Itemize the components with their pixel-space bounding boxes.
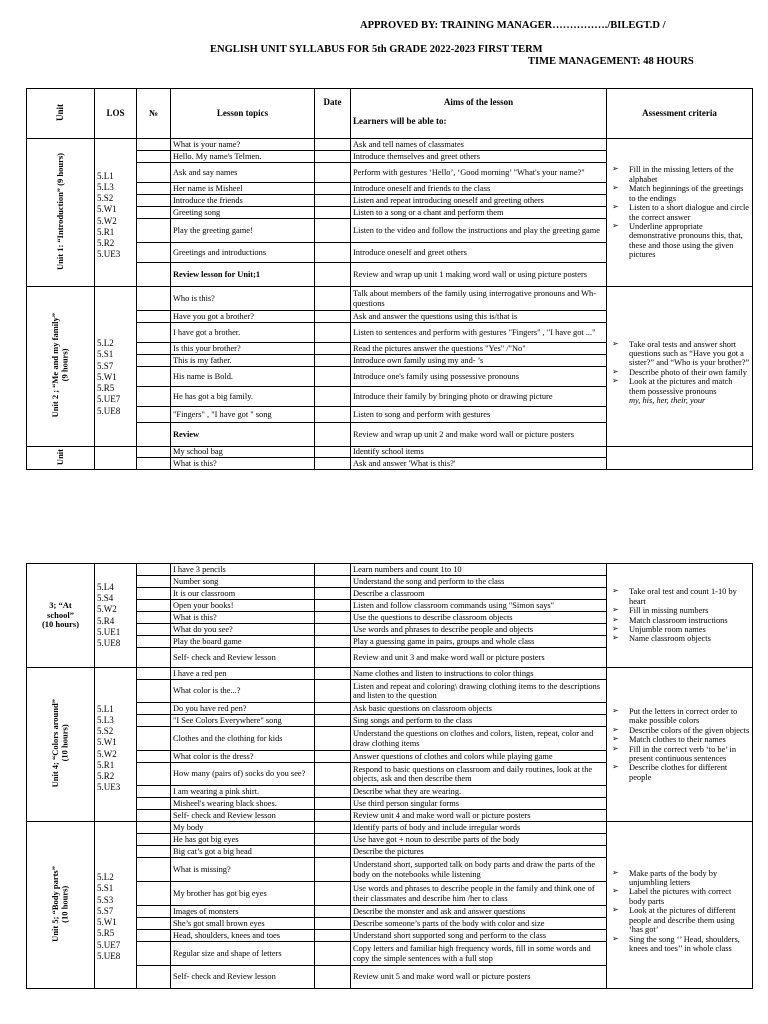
los-code: 5.L3 <box>97 714 114 725</box>
lesson-number <box>137 163 171 183</box>
lesson-topic: Who is this? <box>171 287 315 311</box>
lesson-aim: Understand the song and perform to the class <box>351 576 607 588</box>
los-code: 5.UE8 <box>97 405 121 416</box>
unit-name: Unit 5; “Body parts” (10 hours) <box>27 822 95 989</box>
lesson-number <box>137 846 171 858</box>
los-code: 5.W1 <box>97 204 117 215</box>
lesson-aim: Understand short, supported talk on body parts and draw the parts of the body on the notebooks while listening <box>351 858 607 882</box>
los-code: 5.UE7 <box>97 394 121 405</box>
assessment-item: ➢ Fill in missing numbers <box>609 606 750 615</box>
lesson-topic: Play the board game <box>171 636 315 648</box>
lesson-number <box>137 323 171 343</box>
los-code: 5.W1 <box>97 371 117 382</box>
lesson-aim: Describe the monster and ask and answer questions <box>351 906 607 918</box>
syllabus-table-1 <box>26 88 753 470</box>
los-code: 5.S2 <box>97 193 114 203</box>
lesson-topic: Misheel's wearing black shoes. <box>171 798 315 810</box>
lesson-aim: Use the questions to describe classroom objects <box>351 612 607 624</box>
los-codes <box>95 287 137 447</box>
lesson-aim: Review and unit 3 and make word wall or picture posters <box>351 648 607 668</box>
lesson-aim: Name clothes and listen to instructions to color things <box>351 668 607 680</box>
lesson-topic: My brother has got big eyes <box>171 882 315 906</box>
lesson-aim: Introduce their family by bringing photo or drawing picture <box>351 387 607 407</box>
lesson-aim: Perform with gestures ‘Hello’, ‘Good morning’ "What's your name?" <box>351 163 607 183</box>
los-code: 5.UE8 <box>97 638 121 648</box>
assessment-criteria <box>607 822 753 989</box>
assessment-criteria <box>607 668 753 822</box>
lesson-aim: Listen to song and perform with gestures <box>351 407 607 423</box>
lesson-number <box>137 139 171 151</box>
lesson-topic: Regular size and shape of letters <box>171 942 315 966</box>
lesson-topic: "Fingers" , "I have got " song <box>171 407 315 423</box>
lesson-row <box>27 822 753 834</box>
lesson-number <box>137 183 171 195</box>
lesson-number <box>137 668 171 680</box>
unit-3-section <box>27 564 753 668</box>
assessment-item: ➢ Listen to a short dialogue and circle the correct answer <box>609 203 750 222</box>
lesson-topic: He has got big eyes <box>171 834 315 846</box>
lesson-topic: I have got a brother. <box>171 323 315 343</box>
lesson-row <box>27 139 753 151</box>
assessment-item: ➢ Take oral tests and answer short questions such as “Have you got a sister?” and “Who is your brother?” <box>609 340 750 368</box>
los-code: 5.W1 <box>97 917 117 927</box>
los-code: 5.UE3 <box>97 782 121 793</box>
lesson-aim: Ask and tell names of classmates <box>351 139 607 151</box>
lesson-number <box>137 858 171 882</box>
lesson-number <box>137 447 171 458</box>
lesson-date <box>315 612 351 624</box>
lesson-date <box>315 600 351 612</box>
lesson-number <box>137 942 171 966</box>
lesson-aim: Listen to the video and follow the instructions and play the greeting game <box>351 219 607 243</box>
lesson-topic: Clothes and the clothing for kids <box>171 727 315 751</box>
los-code: 5.S3 <box>97 894 114 905</box>
lesson-aim: Describe what they are wearing. <box>351 786 607 798</box>
los-code: 5.R1 <box>97 759 115 770</box>
lesson-number <box>137 311 171 323</box>
lesson-date <box>315 243 351 263</box>
lesson-aim: Ask and answer the questions using this is/that is <box>351 311 607 323</box>
los-code: 5.L2 <box>97 872 114 882</box>
lesson-number <box>137 882 171 906</box>
lesson-date <box>315 680 351 703</box>
los-code: 5.UE1 <box>97 626 121 637</box>
lesson-row <box>27 564 753 576</box>
lesson-topic: How many (pairs of) socks do you see? <box>171 763 315 786</box>
lesson-date <box>315 355 351 367</box>
lesson-aim: Use have got + noun to describe parts of the body <box>351 834 607 846</box>
lesson-number <box>137 822 171 834</box>
lesson-number <box>137 243 171 263</box>
lesson-row <box>27 668 753 680</box>
lesson-aim: Listen to a song or a chant and perform them <box>351 207 607 219</box>
lesson-topic: What color is the...? <box>171 680 315 703</box>
lesson-number <box>137 930 171 942</box>
los-code: 5.S2 <box>97 726 114 736</box>
lesson-date <box>315 942 351 966</box>
lesson-date <box>315 751 351 763</box>
lesson-topic: What is your name? <box>171 139 315 151</box>
lesson-aim: Listen and repeat introducing oneself and greeting others <box>351 195 607 207</box>
assessment-criteria <box>607 564 753 668</box>
lesson-aim: Describe someone’s parts of the body with color and size <box>351 918 607 930</box>
syllabus-title: ENGLISH UNIT SYLLABUS FOR 5th GRADE 2022-2023 FIRST TERM <box>210 44 543 55</box>
lesson-number <box>137 906 171 918</box>
lesson-number <box>137 727 171 751</box>
lesson-number <box>137 387 171 407</box>
lesson-aim: Understand the questions on clothes and colors, listen, repeat, color and draw clothing items <box>351 727 607 751</box>
assessment-item: ➢ Name classroom objects <box>609 634 750 643</box>
los-code: 5.L1 <box>97 170 114 181</box>
lesson-date <box>315 407 351 423</box>
unit-name: Unit 2 ; “Me and my family” (9 hours) <box>27 287 95 447</box>
lesson-number <box>137 834 171 846</box>
lesson-row <box>27 287 753 311</box>
lesson-topic: Greeting song <box>171 207 315 219</box>
lesson-aim: Use third person singular forms <box>351 798 607 810</box>
lesson-topic: Hello. My name's Telmen. <box>171 151 315 163</box>
lesson-aim: Review and wrap up unit 2 and make word wall or picture posters <box>351 423 607 447</box>
lesson-number <box>137 151 171 163</box>
assessment-item: ➢ Describe colors of the given objects <box>609 726 750 735</box>
los-code: 5.S7 <box>97 905 114 916</box>
lesson-date <box>315 846 351 858</box>
lesson-topic: Review lesson for Unit;1 <box>171 263 315 287</box>
lesson-number <box>137 636 171 648</box>
lesson-number <box>137 918 171 930</box>
assessment-criteria <box>607 287 753 447</box>
lesson-aim: Use words and phrases to describe people and objects <box>351 624 607 636</box>
lesson-date <box>315 367 351 387</box>
column-header-aims: Aims of the lesson Learners will be able to: <box>351 89 607 139</box>
assessment-item: ➢ Label the pictures with correct body parts <box>609 887 750 906</box>
lesson-aim: Sing songs and perform to the class <box>351 715 607 727</box>
los-code: 5.L3 <box>97 181 114 192</box>
lesson-date <box>315 183 351 195</box>
los-code: 5.W2 <box>97 604 117 615</box>
lesson-number <box>137 810 171 822</box>
assessment-item: ➢ Fill in the missing letters of the alphabet <box>609 165 750 184</box>
lesson-number <box>137 355 171 367</box>
syllabus-table-2 <box>26 563 753 989</box>
los-code: 5.R1 <box>97 226 115 237</box>
los-code: 5.L1 <box>97 703 114 714</box>
lesson-aim: Review and wrap up unit 1 making word wall or using picture posters <box>351 263 607 287</box>
lesson-aim: Use words and phrases to describe people in the family and think one of their classmates and describe him /her to class <box>351 882 607 906</box>
los-codes <box>95 139 137 287</box>
lesson-date <box>315 918 351 930</box>
lesson-topic: Her name is Misheel <box>171 183 315 195</box>
table-header-row <box>27 89 753 139</box>
lesson-date <box>315 930 351 942</box>
assessment-item: ➢ Take oral test and count 1-10 by heart <box>609 587 750 606</box>
lesson-date <box>315 727 351 751</box>
lesson-topic: Review <box>171 423 315 447</box>
column-header-date: Date <box>315 89 351 139</box>
lesson-topic: His name is Bold. <box>171 367 315 387</box>
lesson-number <box>137 407 171 423</box>
column-header-no: № <box>137 89 171 139</box>
column-header-los: LOS <box>95 89 137 139</box>
unit-1-section <box>27 139 753 287</box>
lesson-number <box>137 263 171 287</box>
lesson-topic: Do you have red pen? <box>171 703 315 715</box>
unit-name: Unit 1: “Introduction” (9 hours) <box>27 139 95 287</box>
los-code: 5.R2 <box>97 771 115 781</box>
unit-2-section <box>27 287 753 447</box>
lesson-date <box>315 763 351 786</box>
lesson-date <box>315 834 351 846</box>
lesson-date <box>315 715 351 727</box>
lesson-aim: Introduce own family using my and- ’s <box>351 355 607 367</box>
lesson-date <box>315 798 351 810</box>
unit-name: Unit 4; “Colors around” (10 hours) <box>27 668 95 822</box>
los-codes <box>95 668 137 822</box>
los-code: 5.UE8 <box>97 950 121 961</box>
lesson-date <box>315 423 351 447</box>
lesson-topic: What color is the dress? <box>171 751 315 763</box>
lesson-date <box>315 458 351 470</box>
lesson-aim: Review unit 4 and make word wall or picture posters <box>351 810 607 822</box>
assessment-item: ➢ Unjumble room names <box>609 625 750 634</box>
lesson-topic: This is my father. <box>171 355 315 367</box>
los-code: 5.S1 <box>97 883 114 894</box>
lesson-topic: Self- check and Review lesson <box>171 648 315 668</box>
lesson-date <box>315 343 351 355</box>
lesson-topic: Number song <box>171 576 315 588</box>
assessment-item: ➢ Match clothes to their names <box>609 735 750 744</box>
lesson-aim: Talk about members of the family using interrogative pronouns and Wh-questions <box>351 287 607 311</box>
los-code: 5.W2 <box>97 748 117 759</box>
lesson-date <box>315 564 351 576</box>
los-code: 5.L2 <box>97 338 114 349</box>
assessment-criteria <box>607 447 753 470</box>
assessment-item: ➢ Put the letters in correct order to make possible colors <box>609 707 750 726</box>
lesson-date <box>315 263 351 287</box>
approved-by: APPROVED BY: TRAINING MANAGER……………./BILEGT.D / <box>360 20 666 31</box>
unit-5-section <box>27 822 753 989</box>
los-code: 5.UE3 <box>97 249 121 260</box>
lesson-topic: What is missing? <box>171 858 315 882</box>
lesson-number <box>137 564 171 576</box>
lesson-topic: Ask and say names <box>171 163 315 183</box>
lesson-row <box>27 447 753 458</box>
assessment-item: ➢ Make parts of the body by unjumbling letters <box>609 869 750 888</box>
lesson-number <box>137 588 171 600</box>
lesson-aim: Identify school items <box>351 447 607 458</box>
lesson-date <box>315 287 351 311</box>
lesson-date <box>315 588 351 600</box>
lesson-date <box>315 636 351 648</box>
lesson-number <box>137 703 171 715</box>
los-codes <box>95 447 137 470</box>
lesson-number <box>137 287 171 311</box>
los-code: 5.S1 <box>97 349 114 360</box>
lesson-date <box>315 858 351 882</box>
unit-4-section <box>27 668 753 822</box>
lesson-topic: Greetings and introductions <box>171 243 315 263</box>
lesson-number <box>137 600 171 612</box>
lesson-aim: Identify parts of body and include irregular words <box>351 822 607 834</box>
lesson-date <box>315 151 351 163</box>
lesson-date <box>315 387 351 407</box>
lesson-number <box>137 715 171 727</box>
lesson-date <box>315 219 351 243</box>
los-code: 5.S4 <box>97 593 114 603</box>
los-code: 5.S7 <box>97 360 114 371</box>
lesson-aim: Listen to sentences and perform with gestures "Fingers" , "I have got ..." <box>351 323 607 343</box>
lesson-topic: Head, shoulders, knees and toes <box>171 930 315 942</box>
lesson-aim: Understand short supported song and perform to the class <box>351 930 607 942</box>
lesson-date <box>315 447 351 458</box>
lesson-date <box>315 576 351 588</box>
lesson-topic: He has got a big family. <box>171 387 315 407</box>
lesson-aim: Introduce one's family using possessive pronouns <box>351 367 607 387</box>
lesson-date <box>315 703 351 715</box>
lesson-date <box>315 668 351 680</box>
lesson-number <box>137 343 171 355</box>
assessment-item: ➢ Look at the pictures and match them possessive pronouns <box>609 377 750 396</box>
assessment-item: ➢ Sing the song ‘’ Head, shoulders, knees and toes’’ in whole class <box>609 935 750 954</box>
lesson-aim: Ask basic questions on classroom objects <box>351 703 607 715</box>
unit-name: 3; “At school” (10 hours) <box>27 564 95 668</box>
lesson-number <box>137 367 171 387</box>
lesson-topic: What is this? <box>171 458 315 470</box>
lesson-topic: I have a red pen <box>171 668 315 680</box>
column-header-assessment: Assessment criteria <box>607 89 753 139</box>
lesson-topic: Have you got a brother? <box>171 311 315 323</box>
lesson-date <box>315 195 351 207</box>
lesson-date <box>315 311 351 323</box>
lesson-date <box>315 966 351 989</box>
lesson-topic: I am wearing a pink shirt. <box>171 786 315 798</box>
lesson-number <box>137 751 171 763</box>
lesson-number <box>137 219 171 243</box>
los-code: 5.W2 <box>97 215 117 226</box>
lesson-number <box>137 624 171 636</box>
time-management: TIME MANAGEMENT: 48 HOURS <box>528 56 694 67</box>
lesson-aim: Introduce oneself and friends to the class <box>351 183 607 195</box>
lesson-date <box>315 207 351 219</box>
lesson-topic: What is this? <box>171 612 315 624</box>
lesson-aim: Read the pictures answer the questions "Yes" /"No" <box>351 343 607 355</box>
lesson-aim: Play a guessing game in pairs, groups and whole class <box>351 636 607 648</box>
los-codes <box>95 564 137 668</box>
lesson-number <box>137 680 171 703</box>
lesson-topic: Introduce the friends <box>171 195 315 207</box>
lesson-topic: She’s got small brown eyes <box>171 918 315 930</box>
los-code: 5.W1 <box>97 737 117 748</box>
assessment-item: ➢ Match beginnings of the greetings to the endings <box>609 184 750 203</box>
column-header-topics: Lesson topics <box>171 89 315 139</box>
lesson-topic: What do you see? <box>171 624 315 636</box>
assessment-item: ➢ Underline appropriate demonstrative pronouns this, that, these and those using the given pictures <box>609 222 750 260</box>
lesson-number <box>137 576 171 588</box>
assessment-pronouns: my, his, her, their, your <box>629 396 706 406</box>
lesson-date <box>315 323 351 343</box>
lesson-number <box>137 458 171 470</box>
lesson-date <box>315 648 351 668</box>
column-header-unit: Unit <box>27 89 95 139</box>
lesson-date <box>315 786 351 798</box>
lesson-number <box>137 648 171 668</box>
lesson-date <box>315 163 351 183</box>
lesson-number <box>137 612 171 624</box>
lesson-aim: Answer questions of clothes and colors while playing game <box>351 751 607 763</box>
lesson-topic: Images of monsters <box>171 906 315 918</box>
lesson-number <box>137 798 171 810</box>
lesson-aim: Copy letters and familiar high frequency words, fill in some words and copy the simple sentences with a full stop <box>351 942 607 966</box>
lesson-number <box>137 966 171 989</box>
assessment-item: ➢ Fill in the correct verb ‘to be’ in present continuous sentences <box>609 745 750 764</box>
lesson-aim: Describe the pictures <box>351 846 607 858</box>
los-code: 5.R2 <box>97 238 115 248</box>
lesson-aim: Introduce themselves and greet others <box>351 151 607 163</box>
lesson-number <box>137 763 171 786</box>
lesson-aim: Ask and answer 'What is this?' <box>351 458 607 470</box>
lesson-number <box>137 786 171 798</box>
lesson-topic: My school bag <box>171 447 315 458</box>
assessment-item: ➢ Describe photo of their own family <box>609 368 750 377</box>
lesson-number <box>137 423 171 447</box>
lesson-topic: Open your books! <box>171 600 315 612</box>
lesson-date <box>315 624 351 636</box>
lesson-aim: Learn numbers and count 1to 10 <box>351 564 607 576</box>
lesson-aim: Review unit 5 and make word wall or picture posters <box>351 966 607 989</box>
lesson-date <box>315 139 351 151</box>
lesson-number <box>137 195 171 207</box>
lesson-date <box>315 906 351 918</box>
los-codes <box>95 822 137 989</box>
los-code: 5.UE7 <box>97 939 121 950</box>
lesson-topic: Self- check and Review lesson <box>171 966 315 989</box>
assessment-item: ➢ Describe clothes for different people <box>609 763 750 782</box>
lesson-date <box>315 810 351 822</box>
assessment-criteria <box>607 139 753 287</box>
unit-3-start-section <box>27 447 753 470</box>
lesson-topic: Big cat’s got a big head <box>171 846 315 858</box>
los-code: 5.R4 <box>97 615 115 626</box>
lesson-aim: Introduce oneself and greet others <box>351 243 607 263</box>
unit-name: Unit <box>27 447 95 470</box>
lesson-topic: I have 3 pencils <box>171 564 315 576</box>
lesson-aim: Describe a classroom <box>351 588 607 600</box>
lesson-topic: Is this your brother? <box>171 343 315 355</box>
los-code: 5.R5 <box>97 383 115 394</box>
lesson-aim: Listen and repeat and coloring\ drawing clothing items to the descriptions and listen to the question <box>351 680 607 703</box>
assessment-item: ➢ Match classroom instructions <box>609 616 750 625</box>
lesson-topic: Play the greeting game! <box>171 219 315 243</box>
lesson-number <box>137 207 171 219</box>
lesson-date <box>315 822 351 834</box>
los-code: 5.L4 <box>97 581 114 592</box>
lesson-topic: Self- check and Review lesson <box>171 810 315 822</box>
lesson-topic: My body <box>171 822 315 834</box>
lesson-topic: "I See Colors Everywhere" song <box>171 715 315 727</box>
lesson-topic: It is our classroom <box>171 588 315 600</box>
lesson-aim: Listen and follow classroom commands using "Simon says" <box>351 600 607 612</box>
lesson-date <box>315 882 351 906</box>
lesson-aim: Respond to basic questions on classroom and daily routines, look at the objects, ask and then describe them <box>351 763 607 786</box>
assessment-item: ➢ Look at the pictures of different people and describe them using ‘has got’ <box>609 906 750 934</box>
los-code: 5.R5 <box>97 928 115 939</box>
